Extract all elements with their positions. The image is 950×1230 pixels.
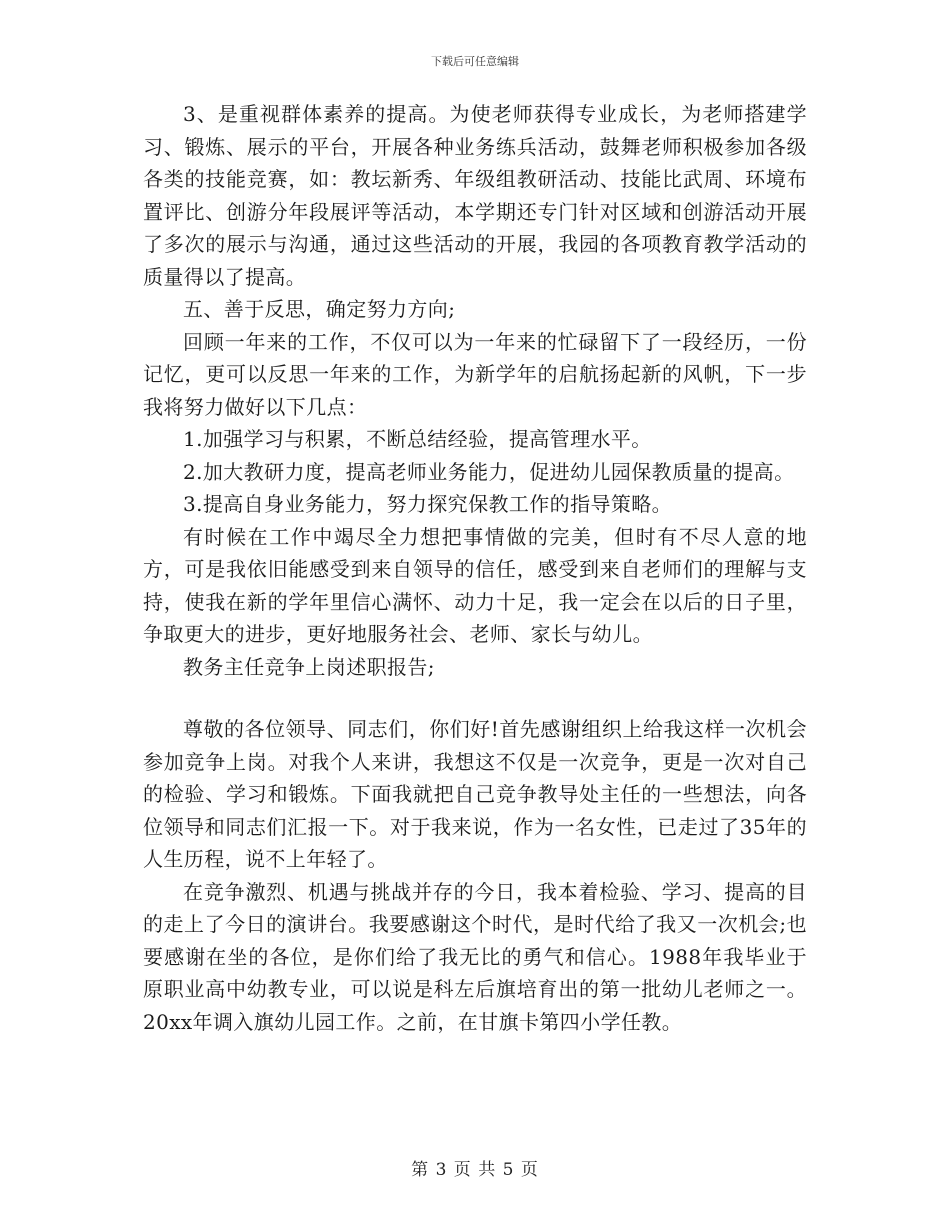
paragraph-background: 在竞争激烈、机遇与挑战并存的今日，我本着检验、学习、提高的目的走上了今日的演讲台。我要感谢这个时代，是时代给了我又一次机会;也要感谢在坐的各位，是你们给了我无比的勇气和信心。1988年我毕业于原职业高中幼教专业，可以说是科左后旗培育出的第一批幼儿老师之一。20xx年调入旗幼儿园工作。之前，在甘旗卡第四小学任教。	[143, 879, 807, 1034]
paragraph-review: 回顾一年来的工作，不仅可以为一年来的忙碌留下了一段经历，一份记忆，更可以反思一年来的工作，为新学年的启航扬起新的风帆，下一步我将努力做好以下几点：	[143, 329, 807, 419]
list-item-2: 2.加大教研力度，提高老师业务能力，促进幼儿园保教质量的提高。	[183, 459, 795, 484]
paragraph-greeting: 尊敬的各位领导、同志们，你们好!首先感谢组织上给我这样一次机会参加竞争上岗。对我个人来讲，我想这不仅是一次竞争，更是一次对自己的检验、学习和锻炼。下面我就把自己竞争教导处主任的一些想法，向各位领导和同志们汇报一下。对于我来说，作为一名女性，已走过了35年的人生历程，说不上年轻了。	[143, 717, 807, 871]
paragraph-closing: 有时候在工作中竭尽全力想把事情做的完美，但时有不尽人意的地方，可是我依旧能感受到来自领导的信任，感受到来自老师们的理解与支持，使我在新的学年里信心满怀、动力十足，我一定会在以后的日子里，争取更大的进步，更好地服务社会、老师、家长与幼儿。	[143, 524, 807, 646]
page-header-note: 下载后可任意编辑	[431, 55, 519, 68]
section-heading-reflection: 五、善于反思，确定努力方向;	[183, 297, 456, 321]
report-title: 教务主任竞争上岗述职报告;	[183, 654, 435, 679]
list-item-1: 1.加强学习与积累，不断总结经验，提高管理水平。	[183, 427, 652, 451]
paragraph-quality-improvement: 3、是重视群体素养的提高。为使老师获得专业成长，为老师搭建学习、锻炼、展示的平台，开展各种业务练兵活动，鼓舞老师积极参加各级各类的技能竞赛，如：教坛新秀、年级组教研活动、技能比武周、环境布置评比、创游分年段展评等活动，本学期还专门针对区域和创游活动开展了多次的展示与沟通，通过这些活动的开展，我园的各项教育教学活动的质量得以了提高。	[143, 102, 807, 289]
page-number: 第 3 页 共 5 页	[411, 1160, 539, 1180]
document-body	[143, 98, 807, 1038]
list-item-3: 3.提高自身业务能力，努力探究保教工作的指导策略。	[183, 492, 673, 516]
blank-line	[143, 683, 807, 713]
